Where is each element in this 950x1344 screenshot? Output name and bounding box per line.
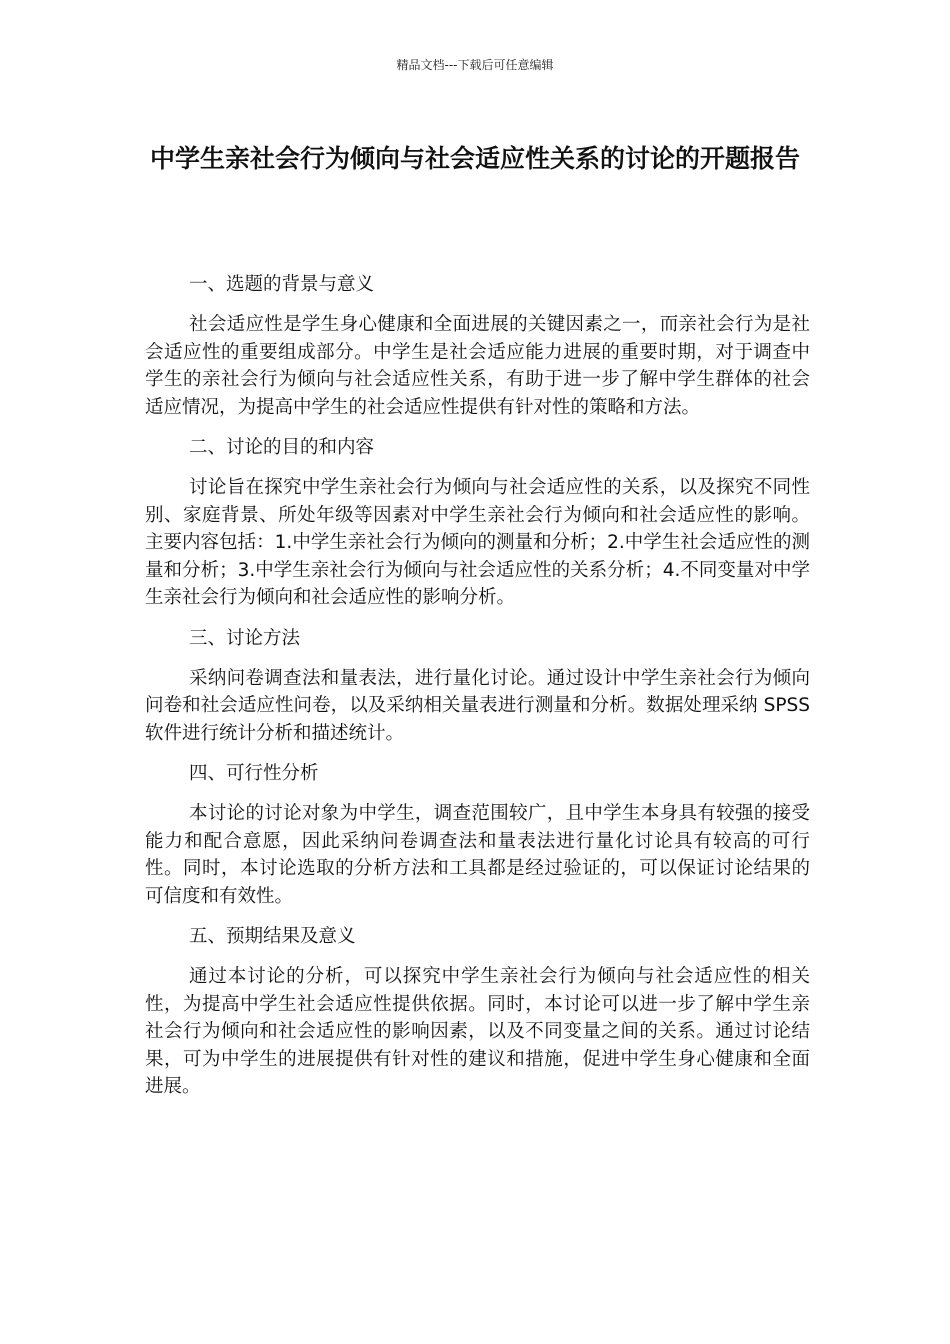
- section-paragraph: 讨论旨在探究中学生亲社会行为倾向与社会适应性的关系，以及探究不同性别、家庭背景、所处年级等因素对中学生亲社会行为倾向和社会适应性的影响。主要内容包括：1.中学生亲社会行为倾向的测量和分析；2.中学生社会适应性的测量和分析；3.中学生亲社会行为倾向与社会适应性的关系分析；4.不同变量对中学生亲社会行为倾向和社会适应性的影响分析。: [145, 477, 810, 608]
- section-paragraph: 通过本讨论的分析，可以探究中学生亲社会行为倾向与社会适应性的相关性，为提高中学生社会适应性提供依据。同时，本讨论可以进一步了解中学生亲社会行为倾向和社会适应性的影响因素，以及不同变量之间的关系。通过讨论结果，可为中学生的进展提供有针对性的建议和措施，促进中学生身心健康和全面进展。: [145, 966, 810, 1097]
- page-header-note: 精品文档---下载后可任意编辑: [396, 58, 554, 72]
- section-heading: 二、讨论的目的和内容: [189, 437, 375, 458]
- section-heading: 一、选题的背景与意义: [189, 274, 375, 295]
- section: [145, 922, 810, 1101]
- document-title: 中学生亲社会行为倾向与社会适应性关系的讨论的开题报告: [149, 144, 800, 173]
- section: [145, 433, 810, 612]
- section-paragraph: 社会适应性是学生身心健康和全面进展的关键因素之一，而亲社会行为是社会适应性的重要组成部分。中学生是社会适应能力进展的重要时期，对于调查中学生的亲社会行为倾向与社会适应性关系，有助于进一步了解中学生群体的社会适应情况，为提高中学生的社会适应性提供有针对性的策略和方法。: [145, 314, 810, 418]
- section: [145, 270, 810, 421]
- section: [145, 759, 810, 910]
- section-heading: 四、可行性分析: [189, 763, 319, 784]
- section-heading: 三、讨论方法: [189, 627, 301, 649]
- section-paragraph: 采纳问卷调查法和量表法，进行量化讨论。通过设计中学生亲社会行为倾向问卷和社会适应性问卷，以及采纳相关量表进行测量和分析。数据处理采纳 SPSS 软件进行统计分析和描述统计。: [145, 667, 810, 744]
- section-paragraph: 本讨论的讨论对象为中学生，调查范围较广，且中学生本身具有较强的接受能力和配合意愿，因此采纳问卷调查法和量表法进行量化讨论具有较高的可行性。同时，本讨论选取的分析方法和工具都是经过验证的，可以保证讨论结果的可信度和有效性。: [145, 803, 810, 907]
- section-heading: 五、预期结果及意义: [189, 926, 356, 947]
- section: [145, 624, 810, 748]
- document-body: [145, 270, 810, 1113]
